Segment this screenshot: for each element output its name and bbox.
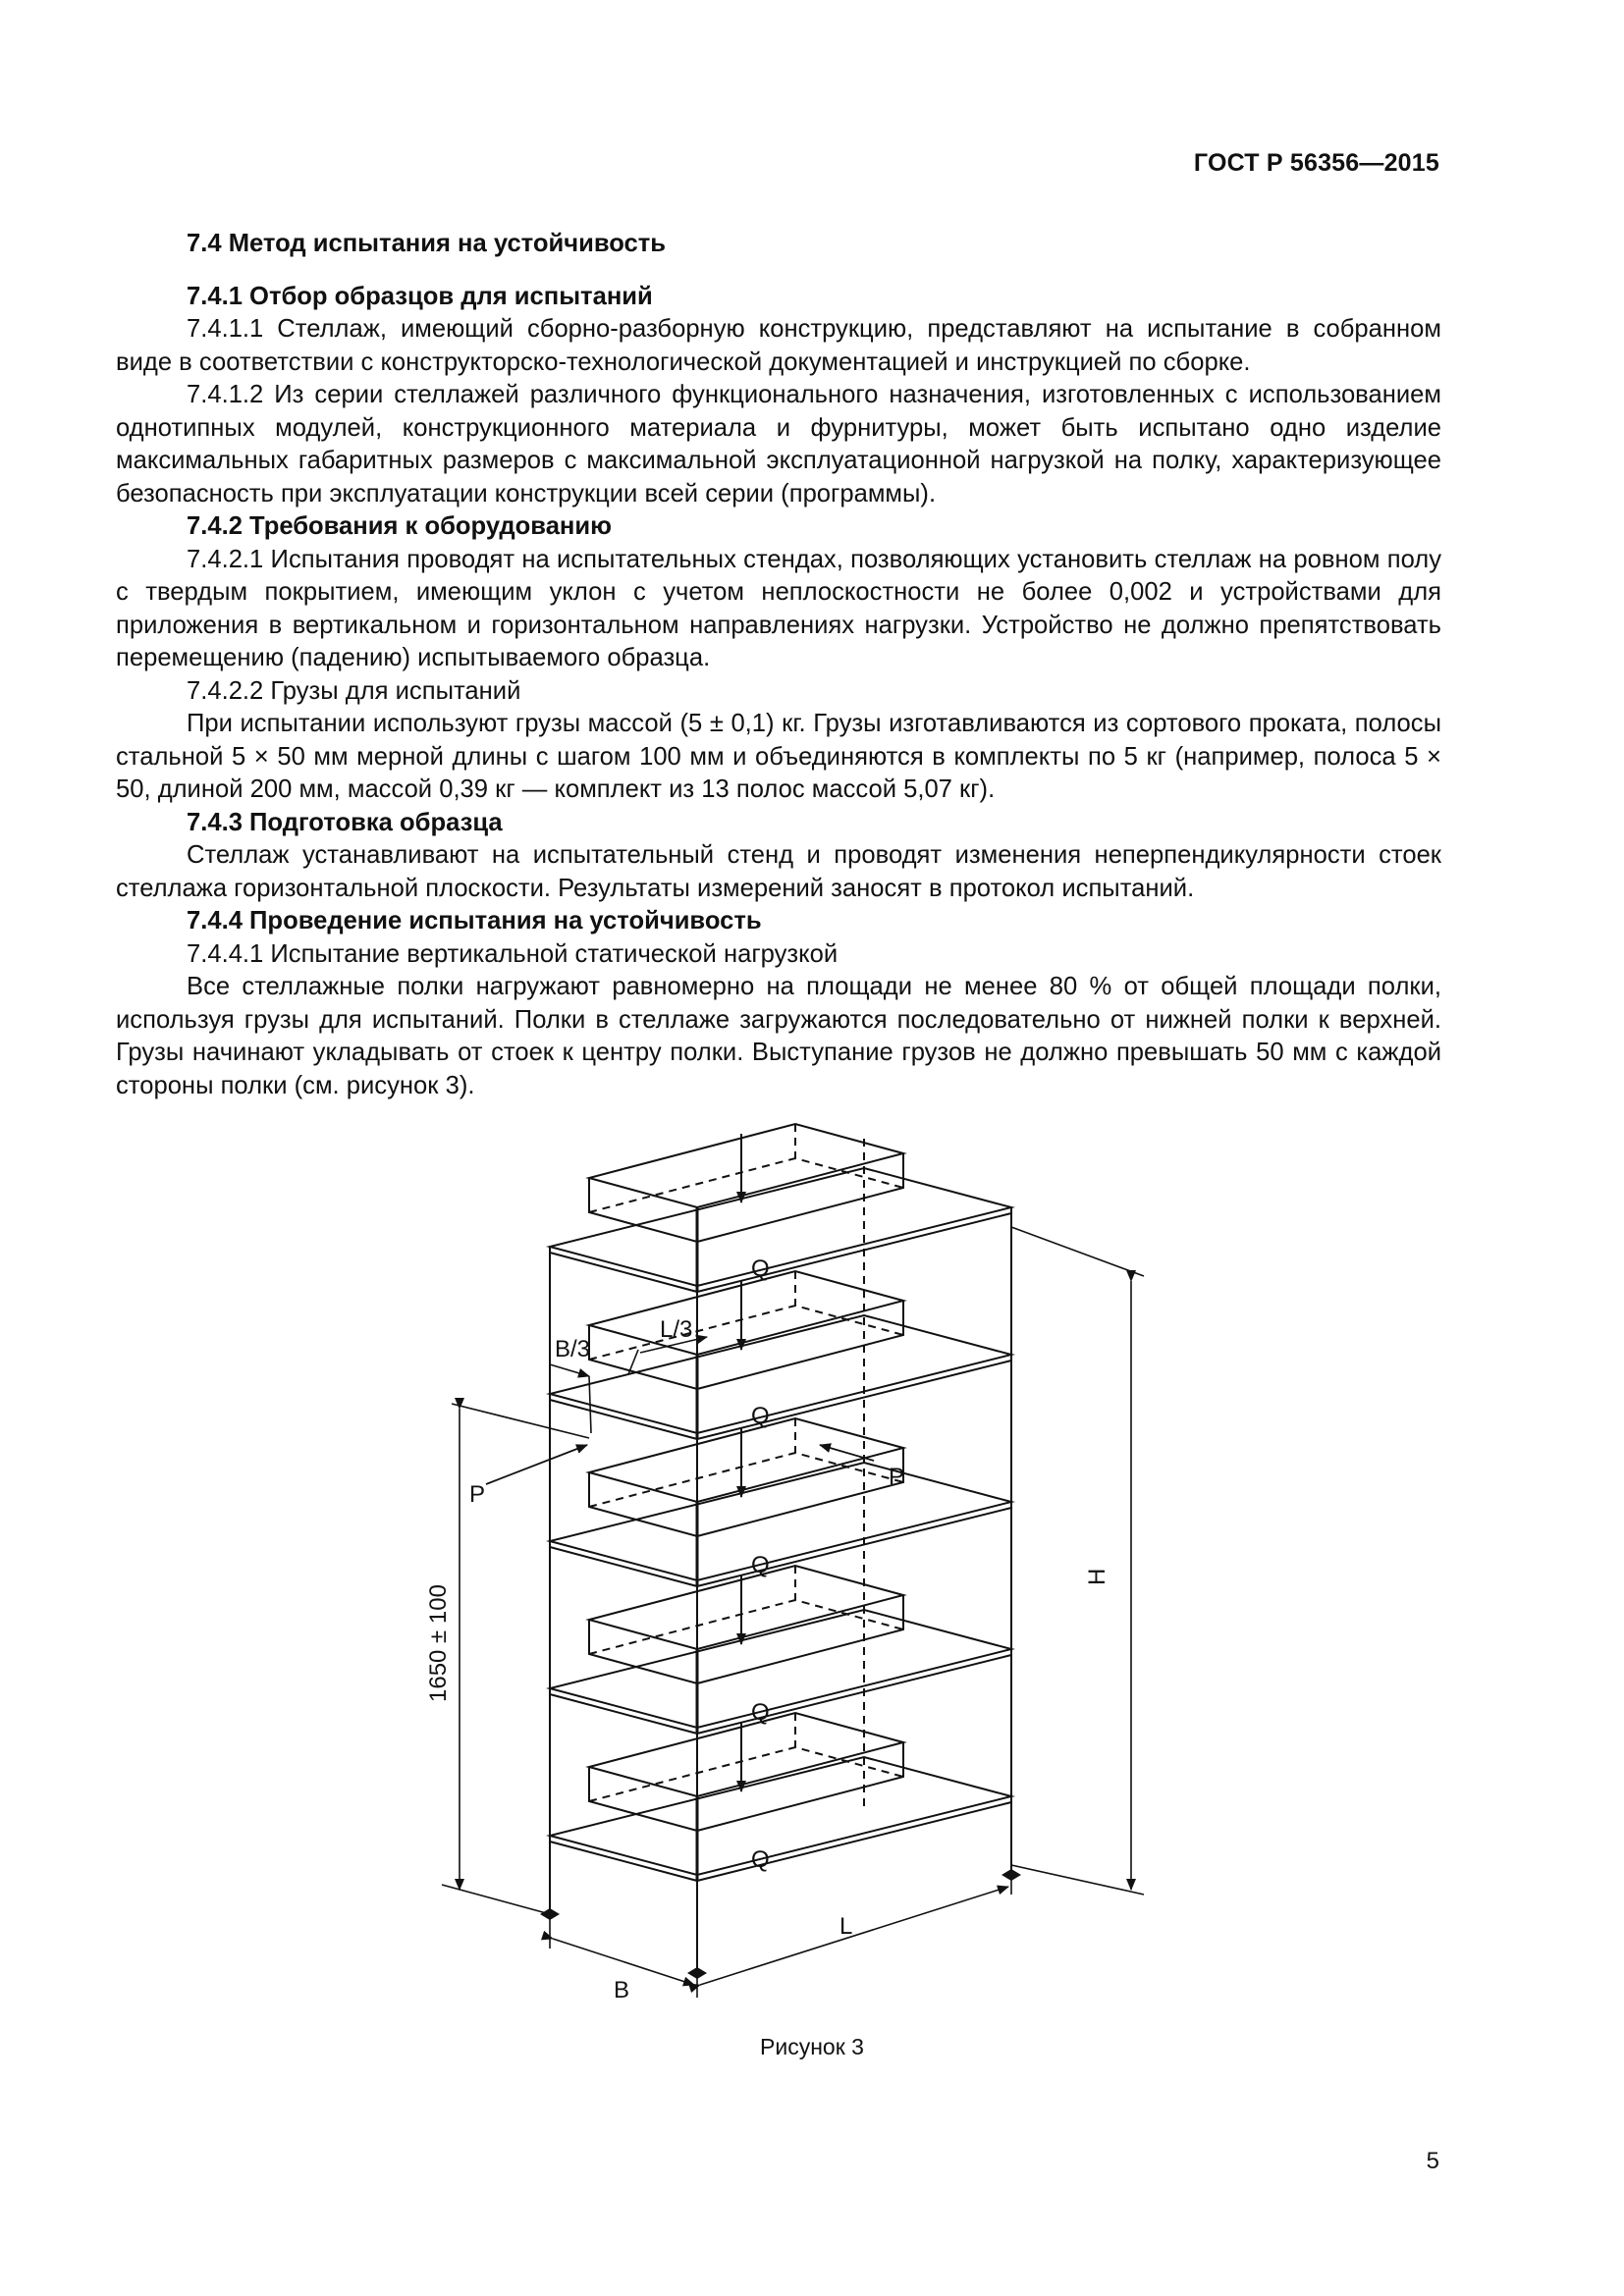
shelf-front-edge xyxy=(550,1253,697,1292)
paragraph: Все стеллажные полки нагружают равномерно на площади не менее 80 % от общей площади полки, используя грузы для испытаний. Полки в стеллаже загружаются последовательно от нижней полки к верхней. Грузы начинают укладывать от стоек к центру полки. Выступание грузов не должно превышать 50 мм с каждой стороны полки (см. рисунок 3). xyxy=(116,973,1441,1099)
load-box-top xyxy=(589,1713,903,1796)
load-box-side xyxy=(697,1742,903,1831)
horizontal-force-arrows xyxy=(486,1445,874,1484)
section-heading: 7.4.4 Проведение испытания на устойчивость xyxy=(187,907,762,934)
load-box-top xyxy=(589,1124,903,1207)
paragraph: 7.4.2.1 Испытания проводят на испытательных стендах, позволяющих установить стеллаж на ровном полу с твердым покрытием, имеющим уклон с учетом неплоскостности не более 0,002 и устройствами для приложения в вертикальном и горизонтальном направлениях нагрузки. Устройство не должно препятствовать перемещению (падению) испытываемого образца. xyxy=(116,545,1441,671)
dimension-1650-label: 1650 ± 100 xyxy=(425,1584,452,1702)
height-label: H xyxy=(1084,1568,1110,1585)
load-box-side xyxy=(697,1595,903,1683)
section-heading: 7.4.3 Подготовка образца xyxy=(187,808,503,836)
load-label: Q xyxy=(751,1552,770,1578)
shelf-front-edge xyxy=(550,1547,697,1586)
paragraph: 7.4.1.2 Из серии стеллажей различного функционального назначения, изготовленных с использованием однотипных модулей, конструкционного материала и фурнитуры, может быть испытано одно изделие максимальных габаритных размеров с максимальной эксплуатационной нагрузкой на полку, характеризующее безопасность при эксплуатации конструкции всей серии (программы). xyxy=(116,381,1441,507)
document-header: ГОСТ Р 56356—2015 xyxy=(1193,149,1439,177)
document-body xyxy=(116,228,1441,1102)
load-label: Q xyxy=(751,1403,770,1429)
load-box-top xyxy=(589,1566,903,1649)
shelf-side-edge xyxy=(697,1361,1011,1439)
force-label-right: P xyxy=(889,1464,905,1490)
load-label: Q xyxy=(751,1846,770,1873)
shelf-front-edge xyxy=(550,1842,697,1881)
page-number: 5 xyxy=(1426,2148,1439,2174)
shelf-front-edge xyxy=(550,1694,697,1734)
offset-b3-label: B/3 xyxy=(555,1336,591,1362)
shelf-side-edge xyxy=(697,1655,1011,1734)
section-heading: 7.4.2 Требования к оборудованию xyxy=(187,512,612,540)
height-1650-dimension xyxy=(442,1404,589,1914)
section-heading: 7.4 Метод испытания на устойчивость xyxy=(187,230,667,257)
paragraph: При испытании используют грузы массой (5 ± 0,1) кг. Грузы изготавливаются из сортового проката, полосы стальной 5 × 50 мм мерной длины с шагом 100 мм и объединяются в комплекты по 5 кг (например, полоса 5 × 50, длиной 200 мм, массой 0,39 кг — комплект из 13 полос массой 5,07 кг). xyxy=(116,710,1441,803)
depth-label: B xyxy=(614,1977,630,2003)
shelving-stability-drawing xyxy=(412,1119,1110,2003)
rack-feet xyxy=(540,1869,1021,1979)
load-box-side xyxy=(697,1153,903,1242)
paragraph: 7.4.1.1 Стеллаж, имеющий сборно-разборную конструкцию, представляют на испытание в собранном виде в соответствии с конструкторско-технологической документацией и инструкцией по сборке. xyxy=(116,315,1441,376)
load-box-top xyxy=(589,1271,903,1355)
section-heading: 7.4.1 Отбор образцов для испытаний xyxy=(187,282,653,310)
force-label-left: P xyxy=(469,1481,486,1508)
load-box-top xyxy=(589,1418,903,1502)
paragraph: Стеллаж устанавливают на испытательный стенд и проводят изменения неперпендикулярности стоек стеллажа горизонтальной плоскости. Результаты измерений заносят в протокол испытаний. xyxy=(116,841,1441,902)
rack-frame xyxy=(550,1139,1011,1973)
load-box-side xyxy=(697,1301,903,1389)
offset-l3-label: L/3 xyxy=(660,1316,693,1343)
shelf-levels xyxy=(550,1124,1011,1881)
figure-3-shelving-diagram xyxy=(412,1119,1110,2007)
shelf-side-edge xyxy=(697,1802,1011,1881)
shelf-side-edge xyxy=(697,1213,1011,1292)
paragraph: 7.4.4.1 Испытание вертикальной статической нагрузкой xyxy=(187,939,839,968)
load-label: Q xyxy=(751,1255,770,1282)
figure-caption: Рисунок 3 xyxy=(760,2034,864,2059)
paragraph: 7.4.2.2 Грузы для испытаний xyxy=(187,676,521,705)
shelf-side-edge xyxy=(697,1508,1011,1586)
height-dimension xyxy=(1011,1227,1144,1895)
length-label: L xyxy=(839,1913,853,1940)
load-label: Q xyxy=(751,1699,770,1726)
